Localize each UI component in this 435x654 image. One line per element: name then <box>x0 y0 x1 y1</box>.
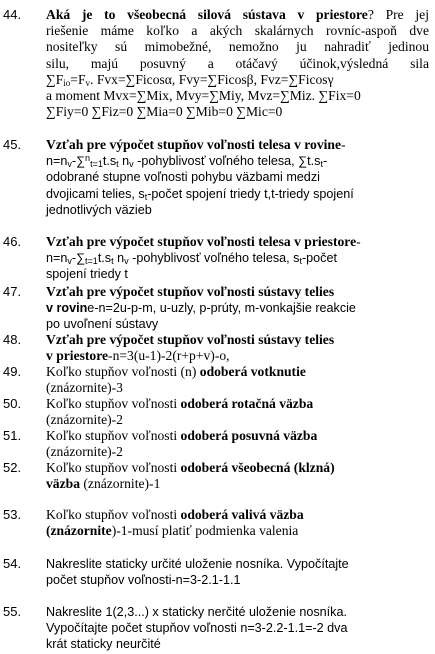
text-line <box>46 572 429 588</box>
text-line <box>46 348 429 364</box>
text-line <box>46 169 429 185</box>
superscript: n <box>85 153 91 164</box>
item-number: 54. <box>3 556 22 571</box>
text-line <box>46 39 429 55</box>
item-number: 50. <box>3 396 22 411</box>
item-text <box>46 556 429 588</box>
text-line <box>46 604 429 620</box>
text-line <box>46 636 429 652</box>
text-run: n <box>118 154 130 169</box>
text-run: - <box>356 234 361 249</box>
bold-text: odoberá všeobecná (klzná) <box>180 460 335 475</box>
text-run: riešenie máme koľko a akých skalárnych rovníc-aspoň dve <box>46 23 429 39</box>
text-line <box>46 620 429 636</box>
text-run: krát staticky neurčité <box>46 637 161 652</box>
text-run: Koľko stupňov voľnosti <box>46 428 181 443</box>
item-text <box>46 364 429 396</box>
text-run: dvojicami telies, s <box>46 186 145 201</box>
text-run: -∑ <box>71 251 86 266</box>
item-number: 44. <box>3 7 22 22</box>
text-run: - <box>341 137 346 152</box>
item-number: 45. <box>3 137 22 152</box>
text-run: silu, majú posuvný a otáčavý účinok,výsledná sila <box>46 55 429 71</box>
text-line <box>46 250 429 266</box>
subscript: v <box>67 256 72 267</box>
text-line <box>46 300 429 316</box>
text-line <box>46 396 429 412</box>
subscript: t <box>144 191 148 202</box>
text-line <box>46 186 429 202</box>
item-text <box>46 396 429 428</box>
text-line <box>46 284 429 300</box>
text-run: ? Pre jej <box>367 7 429 22</box>
text-run: -pohyblivosť voľného telesa, ∑t.s <box>133 154 321 169</box>
text-run: -počet <box>301 251 337 266</box>
bold-text: odoberá rotačná väzba <box>180 396 314 411</box>
item-number: 48. <box>3 332 22 347</box>
item-number: 46. <box>3 234 22 249</box>
text-line <box>46 316 429 332</box>
subscript: v <box>67 159 72 170</box>
text-line <box>46 460 429 476</box>
text-run: Vypočítajte počet stupňov voľnosti n=3-2.2-1.1=-2 dva <box>46 621 348 636</box>
text-run: ∑F <box>46 71 64 87</box>
text-run: n=n <box>46 154 68 169</box>
text-line <box>46 202 429 218</box>
text-run: (znázornite)-2 <box>46 444 123 460</box>
text-run: t.s <box>97 251 112 266</box>
subscript: t=1 <box>90 159 103 170</box>
text-line <box>46 412 429 428</box>
text-line <box>46 507 429 523</box>
item-text <box>46 137 429 218</box>
text-line <box>46 137 429 153</box>
text-run: -pohyblivosť voľného telesa, s <box>128 251 300 266</box>
text-run: Koľko stupňov voľnosti <box>46 460 181 475</box>
item-text <box>46 284 429 333</box>
bold-text: Vzťah pre výpočet stupňov voľnosti sústavy telies <box>46 332 335 347</box>
text-run: spojení triedy t <box>46 267 128 282</box>
text-run: ∑Fiy=0 ∑Fiz=0 ∑Mia=0 ∑Mib=0 ∑Mic=0 <box>46 104 283 120</box>
text-run: -∑ <box>71 154 86 169</box>
text-run: Nakreslite 1(2,3...) x staticky nerčité uloženie nosníka. <box>46 605 347 619</box>
text-line <box>46 88 429 104</box>
text-run: =F <box>70 71 86 87</box>
subscript: t <box>111 256 114 267</box>
item-number: 55. <box>3 604 22 619</box>
bold-text: odoberá posuvná väzba <box>180 428 318 443</box>
subscript: v <box>124 256 129 267</box>
subscript: v <box>85 77 91 88</box>
text-run: -počet spojení triedy t,t-triedy spojení <box>147 186 354 201</box>
text-run: Koľko stupňov voľnosti <box>46 507 181 522</box>
text-line <box>46 104 429 120</box>
item-number: 52. <box>3 460 22 475</box>
subscript: t <box>299 256 302 267</box>
text-run: nositeľky sú mimobežné, nemožno ju nahradiť jedinou <box>46 39 429 55</box>
item-number: 53. <box>3 507 22 522</box>
bold-text: Vzťah pre výpočet stupňov voľnosti telesa v priestore <box>46 234 357 249</box>
text-run: (znázornite)-2 <box>46 412 123 428</box>
text-run: . Fvx=∑Ficosα, Fvy=∑Ficosβ, Fvz=∑Ficosγ <box>90 71 334 87</box>
text-line <box>46 234 429 250</box>
text-run: a moment Mvx=∑Mix, Mvy=∑Miy, Mvz=∑Miz. ∑Fix=0 <box>46 87 361 103</box>
item-text <box>46 604 429 653</box>
bold-text: v rovin <box>46 301 88 316</box>
text-line <box>46 364 429 380</box>
text-run: Koľko stupňov voľnosti <box>46 396 181 411</box>
text-line <box>46 266 429 282</box>
text-run: e-n=2u-p-m, u-uzly, p-prúty, m-vonkajšie reakcie <box>87 301 356 316</box>
text-run: (znázornite)-3 <box>46 380 123 396</box>
text-run: n=n <box>46 251 68 266</box>
text-run: - <box>322 154 328 169</box>
text-run: )-1-musí platiť podmienka valenia <box>111 523 299 539</box>
subscript: io <box>63 77 71 88</box>
item-number: 49. <box>3 364 22 379</box>
bold-text: Vzťah pre výpočet stupňov voľnosti sústavy telies <box>46 284 335 299</box>
bold-text: Vzťah pre výpočet stupňov voľnosti telesa v rovine <box>46 137 342 152</box>
subscript: t <box>116 159 119 170</box>
text-line <box>46 7 429 23</box>
text-run: n <box>113 251 125 266</box>
text-run: po uvoľnení sústavy <box>46 317 159 332</box>
text-line <box>46 380 429 396</box>
text-line <box>46 56 429 72</box>
bold-text: v priestore <box>46 348 109 364</box>
text-run: odobrané stupne voľnosti pohybu väzbami medzi <box>46 170 320 185</box>
text-line <box>46 444 429 460</box>
text-line <box>46 523 429 539</box>
bold-text: (znázornite <box>46 523 112 539</box>
item-text <box>46 332 429 364</box>
text-run: (znázornite)-1 <box>79 476 161 492</box>
item-text <box>46 234 429 283</box>
text-run: t.s <box>102 154 117 169</box>
text-line <box>46 428 429 444</box>
item-number: 47. <box>3 284 22 299</box>
text-run: Nakreslite staticky určité uloženie nosníka. Vypočítajte <box>46 557 349 571</box>
text-line <box>46 23 429 39</box>
text-line <box>46 72 429 88</box>
text-run: počet stupňov voľnosti-n=3-2.1-1.1 <box>46 573 241 588</box>
text-line <box>46 476 429 492</box>
bold-text: Aká je to všeobecná silová sústava v priestore <box>46 7 368 22</box>
item-text <box>46 7 429 120</box>
item-number: 51. <box>3 428 22 443</box>
text-run: Koľko stupňov voľnosti (n) <box>46 364 200 379</box>
bold-text: odoberá valivá väzba <box>180 507 304 522</box>
item-text <box>46 460 429 492</box>
text-line <box>46 332 429 348</box>
subscript: t <box>320 159 323 170</box>
text-run: jednotlivých väzieb <box>46 202 152 217</box>
item-text <box>46 507 429 539</box>
text-line <box>46 153 429 169</box>
subscript: v <box>129 159 134 170</box>
subscript: t=1 <box>85 256 98 267</box>
text-run: -n=3(u-1)-2(r+p+v)-o, <box>108 348 230 364</box>
item-text <box>46 428 429 460</box>
bold-text: väzba <box>46 476 80 492</box>
bold-text: odoberá votknutie <box>199 364 306 379</box>
text-line <box>46 556 429 572</box>
